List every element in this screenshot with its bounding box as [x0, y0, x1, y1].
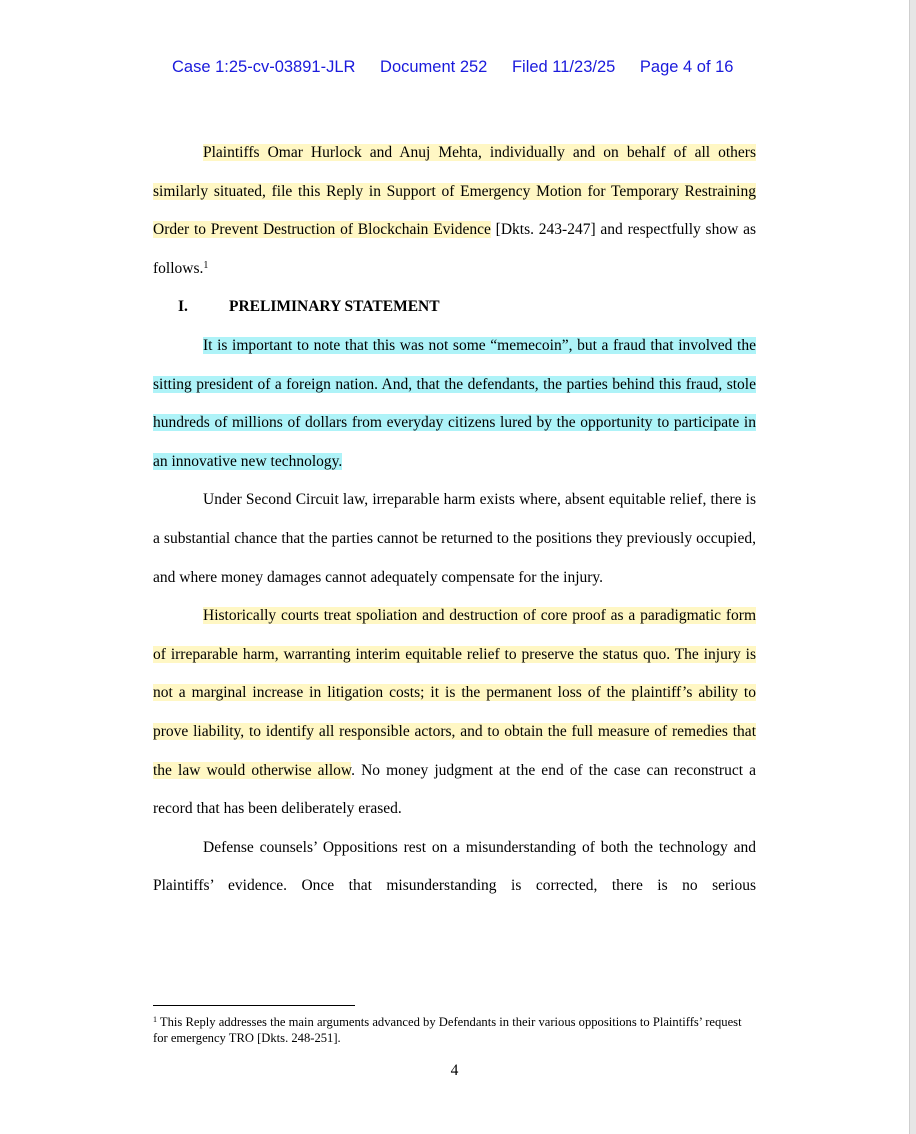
page-number: 4 — [450, 1062, 459, 1079]
footnote-text: This Reply addresses the main arguments advanced by Defendants in their various oppositions to Plaintiffs’ request for emergency TRO [Dkts. 248-251]. — [153, 1015, 742, 1045]
intro-paragraph — [153, 134, 756, 288]
intro-rest: [Dkts. 243-247] and respectfully show as follows. — [153, 221, 757, 277]
page-indicator: Page 4 of 16 — [639, 58, 734, 76]
footnote-divider — [153, 1005, 355, 1006]
footnote — [153, 1015, 753, 1046]
ecf-header — [172, 58, 772, 77]
fraud-paragraph — [153, 327, 756, 481]
law-paragraph: Under Second Circuit law, irreparable harm exists where, absent equitable relief, there is a substantial chance that the parties cannot be returned to the positions they previously occupied, and where money damages cannot adequately compensate for the injury. — [153, 491, 756, 586]
case-number: Case 1:25-cv-03891-JLR — [172, 58, 356, 76]
spoliation-paragraph — [153, 597, 756, 829]
highlight-yellow: Historically courts treat spoliation and destruction of core proof as a paradigmatic form of irreparable harm, warranting interim equitable relief to preserve the status quo. The injury is not a marginal increase in litigation costs; it is the permanent loss of the plaintiff’s ability to prove liability, to identify all responsible actors, and to obtain the full measure of remedies that the law would otherwise allow — [153, 607, 756, 779]
section-title: PRELIMINARY STATEMENT — [229, 298, 440, 316]
section-number: I. — [178, 298, 188, 316]
filed-date: Filed 11/23/25 — [511, 58, 616, 76]
footnote-ref: 1 — [203, 259, 209, 271]
footnote-marker: 1 — [153, 1015, 157, 1024]
defense-paragraph: Defense counsels’ Oppositions rest on a misunderstanding of both the technology and Plaintiffs’ evidence. Once that misunderstanding is corrected, there is no serious — [153, 838, 756, 895]
document-body — [153, 134, 756, 906]
document-number: Document 252 — [380, 58, 488, 76]
highlight-cyan: It is important to note that this was not some “memecoin”, but a fraud that involved the sitting president of a foreign nation. And, that the defendants, the parties behind this fraud, stole hundreds of millions of dollars from everyday citizens lured by the opportunity to participate in an innovative new technology. — [153, 336, 756, 470]
highlight-yellow: Plaintiffs Omar Hurlock and Anuj Mehta, individually and on behalf of all others similarly situated, file this Reply in Support of Emergency Motion for Temporary Restraining Order to Prevent Destruction of Blockchain Evidence — [153, 144, 756, 239]
viewer-scroll-edge — [909, 0, 916, 1134]
section-heading — [153, 288, 756, 327]
spoliation-rest: . No money judgment at the end of the case can reconstruct a record that has been deliberately erased. — [153, 761, 756, 818]
